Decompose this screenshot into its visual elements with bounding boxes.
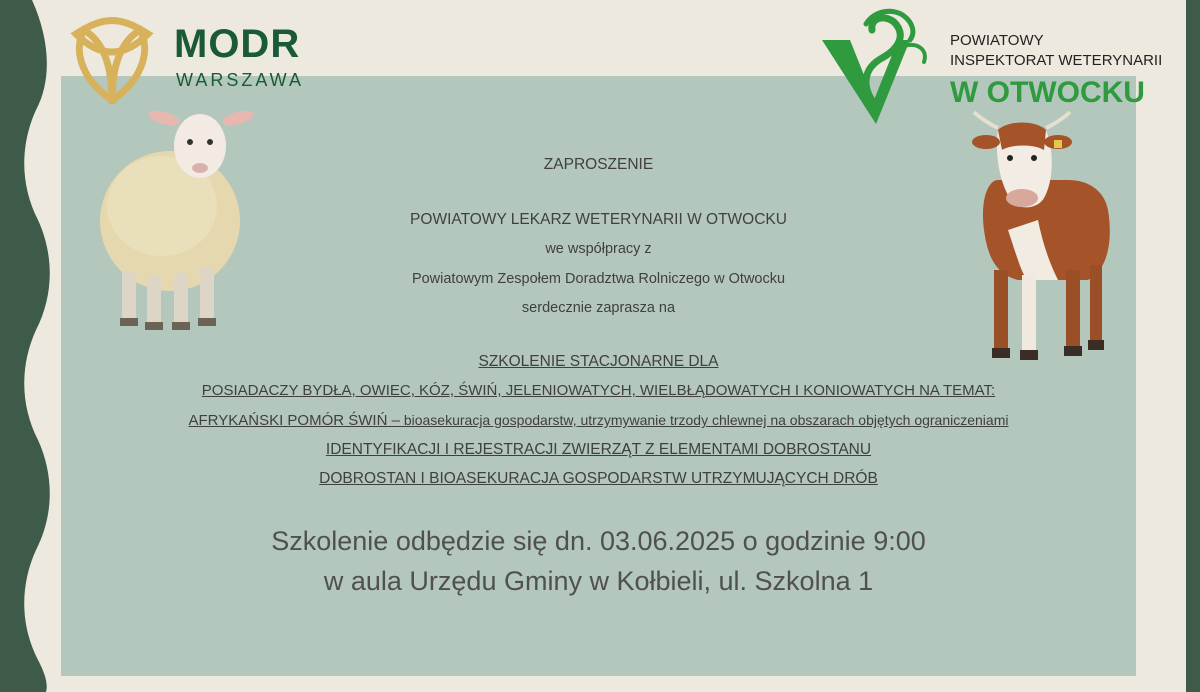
right-green-band (1186, 0, 1200, 692)
event-place-line: w aula Urzędu Gminy w Kołbieli, ul. Szkolna 1 (323, 566, 874, 596)
training-topic-identification: IDENTYFIKACJI I REJESTRACJI ZWIERZĄT Z ELEMENTAMI DOBROSTANU (325, 441, 872, 458)
cow-image (958, 110, 1118, 368)
modr-logo-title: MODR (174, 22, 301, 66)
modr-triquetra-logo (64, 12, 160, 104)
piw-logo-line3: W OTWOCKU (950, 76, 1145, 109)
topic-asf-title: AFRYKAŃSKI POMÓR ŚWIŃ – (188, 412, 400, 429)
topic-asf-desc: bioasekuracja gospodarstw, utrzymywanie trzody chlewnej na obszarach objętych ograniczeniami (399, 412, 1009, 428)
wavy-left-border (0, 0, 60, 692)
invitation-title: ZAPROSZENIE (543, 156, 654, 173)
piw-logo-line1: POWIATOWY (950, 32, 1044, 49)
invites-line: serdecznie zaprasza na (521, 300, 676, 316)
training-topic-asf (61, 412, 1136, 430)
piw-snake-logo (820, 6, 932, 126)
piw-logo-line2: INSPEKTORAT WETERYNARII (950, 52, 1163, 69)
training-audience: POSIADACZY BYDŁA, OWIEC, KÓZ, ŚWIŃ, JELENIOWATYCH, WIELBŁĄDOWATYCH I KONIOWATYCH NA TEMAT: (201, 382, 996, 399)
modr-logo-subtitle: WARSZAWA (176, 70, 304, 90)
event-date-line: Szkolenie odbędzie się dn. 03.06.2025 o godzinie 9:00 (271, 526, 926, 556)
training-heading: SZKOLENIE STACJONARNE DLA (478, 353, 719, 370)
training-topic-poultry: DOBROSTAN I BIOASEKURACJA GOSPODARSTW UTRZYMUJĄCYCH DRÓB (319, 470, 878, 487)
partner-line: Powiatowym Zespołem Doradztwa Rolniczego w Otwocku (411, 271, 786, 287)
host-line: POWIATOWY LEKARZ WETERYNARII W OTWOCKU (410, 211, 787, 228)
cooperation-line: we współpracy z (545, 241, 652, 257)
